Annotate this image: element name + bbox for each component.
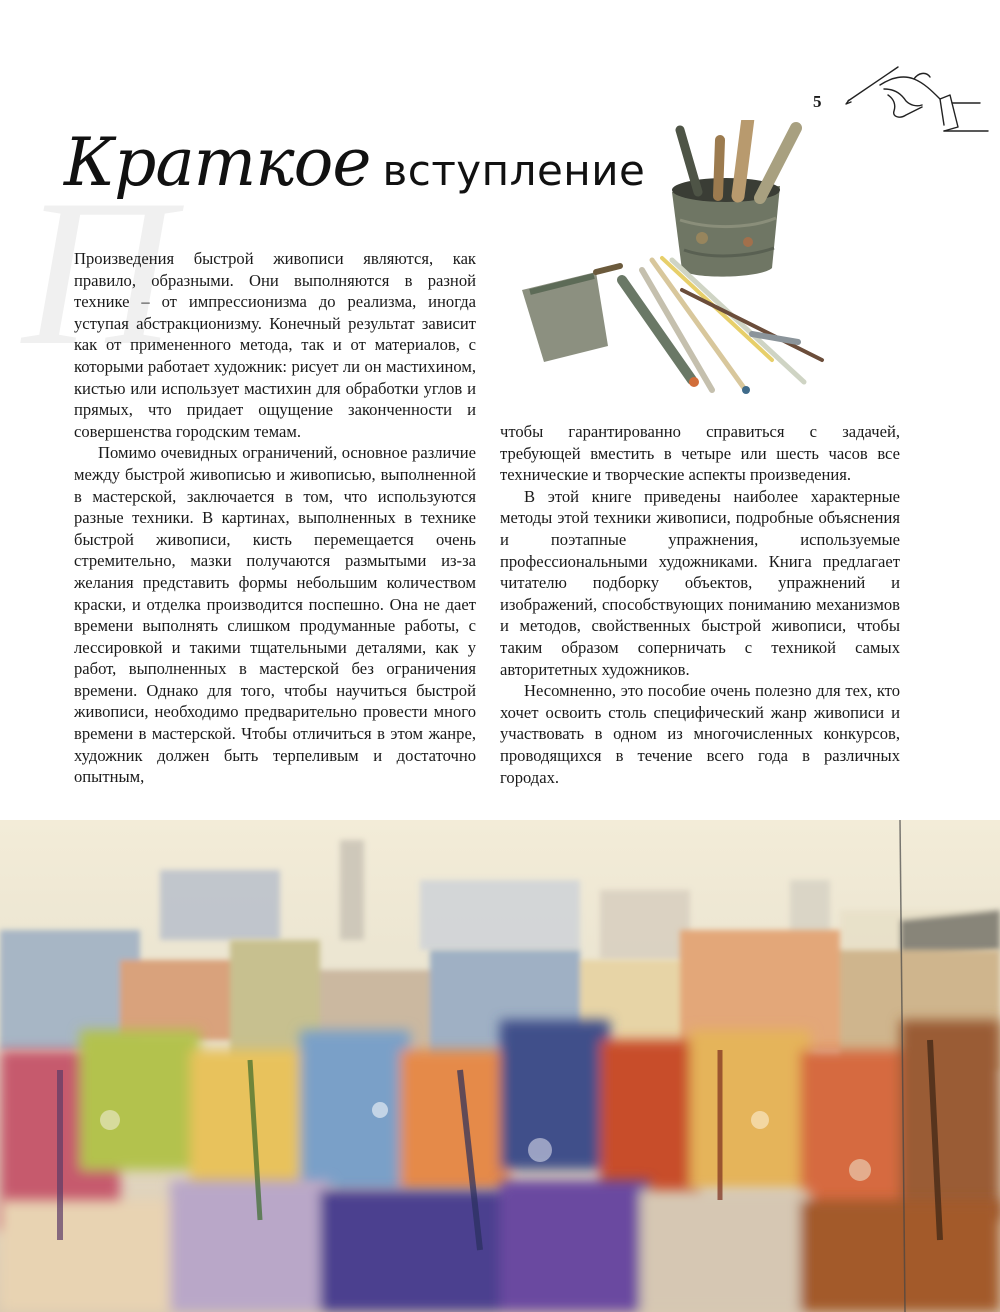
hand-drawing-icon xyxy=(840,55,990,145)
intro-right-column xyxy=(500,421,900,788)
intro-paragraph-2: Помимо очевидных ограничений, основное различие между быстрой живописью и живописью, выполненной в мастерской, заключается в том, что используются разные техники. В картинах, выполненных в технике быстрой живописи, кисть перемещается очень стремительно, мазки получаются размытыми из-за желания представить формы небольшим количеством краски, и отделка производится поспешно. Она не дает времени выполнять слишком продуманные работы, с лессировкой и такими тщательными деталями, как у работ, выполненных в мастерской без ограничения времени. Однако для того, чтобы научиться быстрой живописи, необходимо предварительно провести много времени в мастерской. Чтобы отличиться в этом жанре, художник должен быть терпеливым и достаточно опытным, xyxy=(74,443,476,787)
intro-paragraph-1: Произведения быстрой живописи являются, как правило, образными. Они выполняются в разной технике – от импрессионизма до реализма, иногда уступая абстракционизму. Конечный результат зависит как от примененного метода, так и от материалов, с которыми работает художник: рисует ли он мастихином, кистью или использует мастихин для обработки углов и прямых, что придает ощущение законченности и совершенства городским темам. xyxy=(74,249,476,441)
intro-paragraph-4: В этой книге приведены наиболее характерные методы этой техники живописи, подробные объяснения и поэтапные упражнения, используемые профессиональными художниками. Книга предлагает читателю подборку объектов, упражнений и изображений, способствующих пониманию механизмов и методов, свойственных быстрой живописи, чтобы таким образом соперничать с техникой самых авторитетных художников. xyxy=(500,486,900,679)
title-script: Краткое xyxy=(64,124,371,201)
title-plain: вступление xyxy=(382,146,646,195)
intro-paragraph-3: чтобы гарантированно справиться с задачей, требующей вместить в четыре или шесть часов все технические и творческие аспекты произведения. xyxy=(500,422,900,485)
page-number: 5 xyxy=(813,92,822,111)
abstract-cityscape-painting xyxy=(0,820,1000,1312)
drop-cap-ghost-letter: П xyxy=(22,157,174,389)
intro-left-column xyxy=(74,248,476,788)
brushes-and-palette-knives-illustration xyxy=(512,120,832,410)
intro-paragraph-5: Несомненно, это пособие очень полезно для тех, кто хочет освоить столь специфический жанр живописи и участвовать в одном из многочисленных конкурсов, проводящихся в течение всего года в различных городах. xyxy=(500,681,900,787)
